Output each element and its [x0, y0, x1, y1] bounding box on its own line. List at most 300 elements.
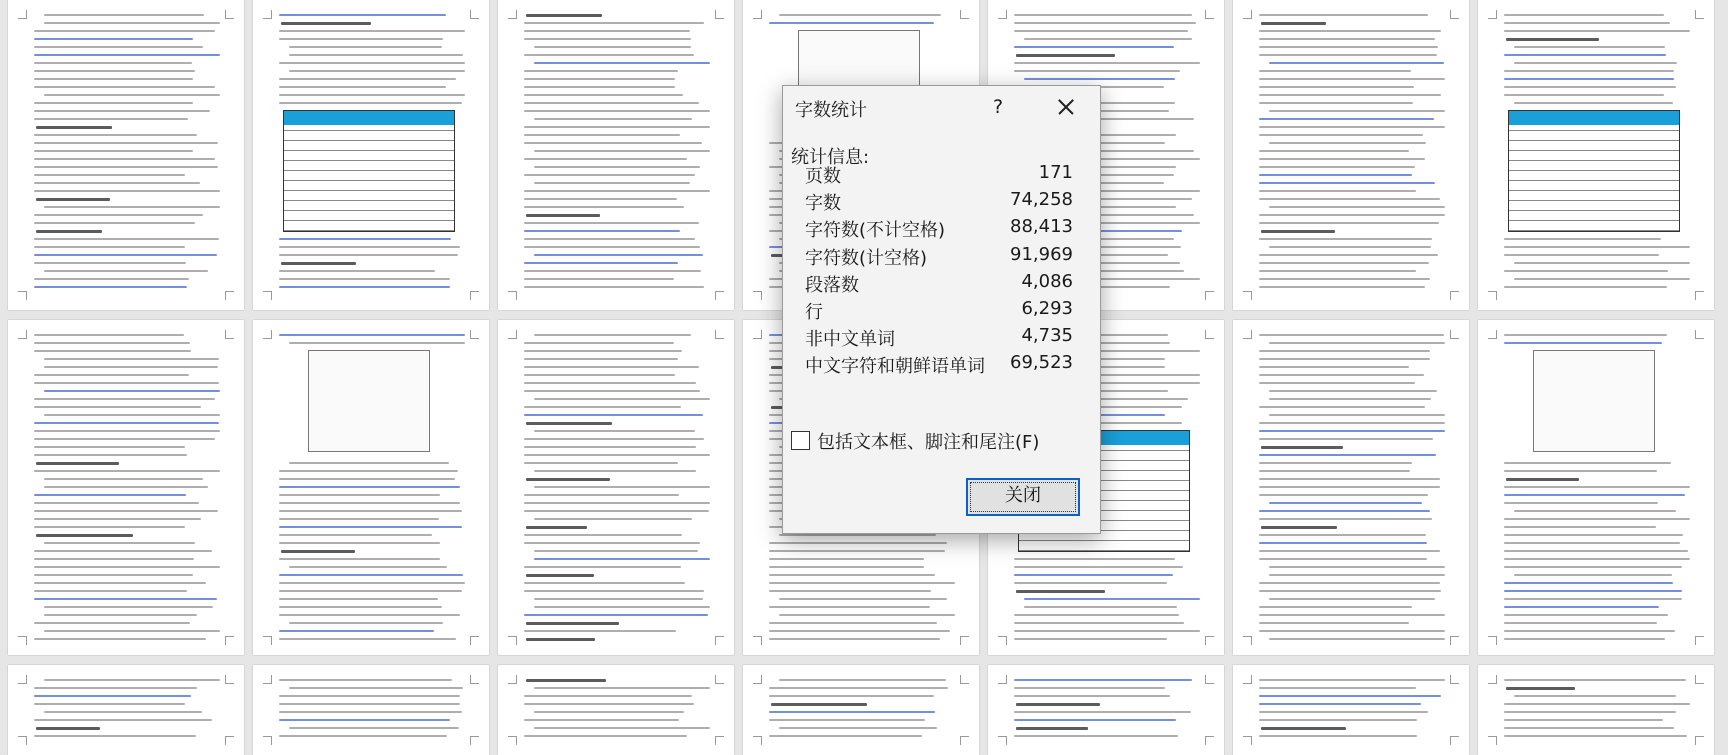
text-line [1504, 679, 1686, 681]
page-corner-mark [470, 736, 479, 745]
text-line [1014, 695, 1170, 697]
text-line [1259, 94, 1441, 96]
text-line [279, 719, 450, 721]
text-line [1504, 638, 1665, 640]
text-line [534, 687, 710, 689]
document-page-thumbnail[interactable] [8, 320, 244, 655]
text-line [34, 382, 219, 384]
text-line [279, 703, 460, 705]
page-corner-mark [1695, 330, 1704, 339]
text-line [1259, 126, 1445, 128]
text-line [1514, 574, 1672, 576]
text-line [524, 86, 675, 88]
text-line [36, 126, 112, 129]
text-line [44, 478, 203, 480]
text-line [1514, 46, 1665, 48]
page-corner-mark [508, 636, 517, 645]
text-line [44, 606, 213, 608]
text-line [279, 518, 439, 520]
text-line [1259, 550, 1440, 552]
text-line [1259, 510, 1430, 512]
page-corner-mark [1243, 736, 1252, 745]
text-line [1504, 727, 1674, 729]
text-line [1259, 222, 1439, 224]
text-line [34, 190, 220, 192]
text-line [279, 695, 460, 697]
text-line [1259, 590, 1441, 592]
page-corner-mark [715, 10, 724, 19]
text-line [769, 574, 935, 576]
document-page-thumbnail[interactable] [1233, 0, 1469, 310]
text-line [34, 182, 200, 184]
close-button[interactable]: 关闭 [966, 478, 1080, 516]
text-line [34, 286, 187, 288]
text-line [1259, 695, 1441, 697]
text-line [524, 110, 710, 112]
document-page-thumbnail[interactable] [988, 665, 1224, 755]
text-line [1504, 566, 1682, 568]
text-line [279, 526, 462, 528]
document-page-thumbnail[interactable] [743, 665, 979, 755]
text-line [534, 518, 692, 520]
include-textboxes-label[interactable]: 包括文本框、脚注和尾注(F) [817, 432, 1040, 453]
page-corner-mark [715, 675, 724, 684]
text-line [279, 78, 456, 80]
document-page-thumbnail[interactable] [1233, 665, 1469, 755]
document-page-thumbnail[interactable] [498, 0, 734, 310]
text-line [1504, 86, 1676, 88]
page-corner-mark [1243, 330, 1252, 339]
checkbox-icon[interactable] [791, 431, 810, 450]
text-line [1504, 270, 1668, 272]
document-page-thumbnail[interactable] [253, 665, 489, 755]
question-mark-icon[interactable]: ? [992, 96, 1004, 118]
text-line [1504, 735, 1687, 737]
page-corner-mark [470, 291, 479, 300]
page-corner-mark [225, 10, 234, 19]
stat-row-words [805, 189, 1085, 215]
text-line [534, 727, 710, 729]
text-line [524, 342, 674, 344]
stat-name: 字符数(不计空格) [805, 220, 946, 241]
text-line [279, 38, 443, 40]
document-page-thumbnail[interactable] [253, 320, 489, 655]
text-line [34, 406, 201, 408]
text-line [1504, 30, 1690, 32]
text-line [279, 735, 447, 737]
stat-value: 69,523 [1010, 352, 1073, 373]
text-line [279, 494, 440, 496]
text-line [779, 14, 941, 16]
text-line [1269, 390, 1437, 392]
text-line [34, 454, 187, 456]
text-line [1259, 158, 1425, 160]
text-line [1259, 150, 1409, 152]
text-line [1259, 286, 1425, 288]
page-corner-mark [18, 330, 27, 339]
text-line [279, 486, 460, 488]
text-line [1269, 598, 1435, 600]
page-corner-mark [508, 675, 517, 684]
page-corner-mark [1488, 636, 1497, 645]
text-line [36, 727, 100, 730]
text-line [1016, 590, 1105, 593]
page-corner-mark [998, 736, 1007, 745]
text-line [1269, 142, 1426, 144]
text-line [44, 22, 220, 24]
text-line [1504, 486, 1690, 488]
text-line [34, 70, 195, 72]
document-page-thumbnail[interactable] [1233, 320, 1469, 655]
text-line [1259, 190, 1416, 192]
page-corner-mark [960, 675, 969, 684]
text-line [44, 614, 197, 616]
stat-value: 171 [1038, 162, 1073, 183]
text-line [1259, 238, 1432, 240]
text-line [1504, 22, 1670, 24]
page-corner-mark [1450, 291, 1459, 300]
text-line [1504, 494, 1685, 496]
text-line [1269, 638, 1445, 640]
text-line [524, 695, 692, 697]
text-line [279, 94, 465, 96]
text-line [779, 679, 946, 681]
text-line [1504, 558, 1690, 560]
text-line [1504, 342, 1662, 344]
text-line [534, 430, 695, 432]
text-line [524, 614, 708, 616]
text-line [1259, 278, 1430, 280]
text-line [1014, 558, 1175, 560]
text-line [281, 22, 371, 25]
text-line [769, 719, 925, 721]
text-line [34, 446, 185, 448]
stat-name: 中文字符和朝鲜语单词 [805, 356, 985, 377]
text-line [1024, 598, 1200, 600]
text-line [44, 94, 220, 96]
text-line [1014, 711, 1191, 713]
page-corner-mark [1450, 10, 1459, 19]
page-corner-mark [715, 291, 724, 300]
text-line [1259, 38, 1435, 40]
text-line [34, 566, 220, 568]
text-line [1024, 38, 1192, 40]
page-corner-mark [1205, 636, 1214, 645]
text-line [1014, 679, 1192, 681]
text-line [289, 70, 465, 72]
text-line [34, 430, 220, 432]
text-line [34, 262, 186, 264]
text-line [524, 446, 696, 448]
document-page-thumbnail[interactable] [1478, 320, 1714, 655]
text-line [1014, 62, 1200, 64]
document-table [283, 110, 455, 232]
text-line [1259, 270, 1416, 272]
page-corner-mark [508, 291, 517, 300]
text-line [769, 687, 948, 689]
text-line [34, 102, 193, 104]
text-line [534, 470, 696, 472]
text-line [1016, 703, 1100, 706]
text-line [769, 606, 930, 608]
text-line [1504, 703, 1690, 705]
text-line [279, 278, 450, 280]
page-corner-mark [1205, 675, 1214, 684]
text-line [44, 630, 220, 632]
text-line [526, 679, 606, 682]
text-line [524, 142, 702, 144]
text-line [1504, 622, 1657, 624]
document-page-thumbnail[interactable] [1478, 0, 1714, 310]
stat-name: 页数 [805, 166, 841, 187]
text-line [534, 166, 700, 168]
text-line [1014, 614, 1179, 616]
text-line [1259, 198, 1440, 200]
text-line [34, 719, 212, 721]
text-line [769, 558, 924, 560]
text-line [524, 462, 678, 464]
stat-row-paragraphs [805, 271, 1085, 297]
document-page-thumbnail[interactable] [498, 665, 734, 755]
page-corner-mark [263, 291, 272, 300]
text-line [1261, 230, 1335, 233]
text-line [534, 118, 692, 120]
text-line [34, 54, 220, 56]
close-icon[interactable] [1049, 92, 1083, 122]
text-line [34, 150, 193, 152]
text-line [769, 22, 934, 24]
page-corner-mark [1243, 291, 1252, 300]
text-line [771, 703, 867, 706]
text-line [34, 526, 185, 528]
text-line [769, 566, 924, 568]
text-line [289, 727, 459, 729]
text-line [1259, 518, 1432, 520]
text-line [1014, 70, 1180, 72]
text-line [534, 550, 698, 552]
text-line [34, 590, 187, 592]
text-line [34, 30, 215, 32]
text-line [779, 534, 936, 536]
text-line [524, 454, 710, 456]
text-line [1259, 630, 1445, 632]
page-corner-mark [1205, 330, 1214, 339]
text-line [1504, 606, 1659, 608]
text-line [34, 502, 199, 504]
text-line [44, 390, 220, 392]
text-line [779, 727, 937, 729]
stat-name: 行 [805, 302, 823, 323]
text-line [1504, 78, 1674, 80]
page-corner-mark [998, 10, 1007, 19]
page-corner-mark [1450, 330, 1459, 339]
text-line [524, 366, 699, 368]
text-line [1024, 606, 1177, 608]
text-line [1506, 687, 1575, 690]
page-corner-mark [1205, 291, 1214, 300]
text-line [1259, 486, 1440, 488]
page-corner-mark [225, 675, 234, 684]
text-line [1504, 582, 1673, 584]
document-page-thumbnail[interactable] [8, 0, 244, 310]
text-line [289, 566, 447, 568]
text-line [1269, 246, 1431, 248]
text-line [34, 470, 220, 472]
text-line [1514, 695, 1676, 697]
text-line [34, 86, 215, 88]
text-line [534, 150, 710, 152]
page-corner-mark [263, 10, 272, 19]
text-line [34, 246, 185, 248]
text-line [279, 254, 458, 256]
page-corner-mark [508, 736, 517, 745]
text-line [44, 679, 220, 681]
text-line [1259, 334, 1444, 336]
page-corner-mark [18, 636, 27, 645]
page-corner-mark [1243, 675, 1252, 684]
text-line [279, 630, 434, 632]
text-line [524, 502, 710, 504]
text-line [1504, 334, 1667, 336]
text-line [524, 735, 687, 737]
text-line [1259, 366, 1409, 368]
text-line [1259, 470, 1410, 472]
text-line [1259, 687, 1416, 689]
text-line [1014, 630, 1200, 632]
text-line [36, 534, 133, 537]
text-line [1259, 582, 1440, 584]
text-line [1504, 598, 1682, 600]
text-line [1014, 638, 1167, 640]
text-line [1504, 286, 1667, 288]
page-corner-mark [1205, 736, 1214, 745]
text-line [34, 510, 218, 512]
text-line [1269, 110, 1445, 112]
text-line [534, 598, 703, 600]
text-line [289, 687, 463, 689]
text-line [769, 542, 947, 544]
text-line [1259, 478, 1440, 480]
text-line [34, 558, 194, 560]
text-line [524, 358, 678, 360]
text-line [779, 614, 955, 616]
text-line [1259, 46, 1438, 48]
text-line [44, 270, 208, 272]
text-line [1504, 502, 1658, 504]
page-corner-mark [1450, 636, 1459, 645]
text-line [1504, 254, 1659, 256]
text-line [1259, 358, 1430, 360]
text-line [1259, 30, 1441, 32]
stats-heading: 统计信息: [791, 147, 870, 168]
text-line [1261, 22, 1326, 25]
page-corner-mark [263, 636, 272, 645]
document-page-thumbnail[interactable] [8, 665, 244, 755]
text-line [524, 630, 676, 632]
text-line [1259, 703, 1421, 705]
page-corner-mark [753, 675, 762, 684]
text-line [1259, 406, 1425, 408]
stat-name: 字符数(计空格) [805, 248, 928, 269]
page-corner-mark [1695, 636, 1704, 645]
text-line [1504, 526, 1656, 528]
text-line [34, 687, 197, 689]
text-line [1504, 590, 1682, 592]
word-count-dialog [782, 85, 1101, 534]
document-page-thumbnail[interactable] [253, 0, 489, 310]
text-line [1259, 622, 1409, 624]
text-line [279, 598, 438, 600]
text-line [1014, 14, 1192, 16]
text-line [279, 558, 440, 560]
page-corner-mark [470, 675, 479, 684]
text-line [524, 94, 683, 96]
text-line [1259, 102, 1413, 104]
text-line [1504, 238, 1661, 240]
text-line [1269, 398, 1431, 400]
document-figure [1533, 350, 1655, 452]
text-line [279, 510, 462, 512]
text-line [1504, 94, 1664, 96]
text-line [279, 86, 446, 88]
text-line [289, 54, 463, 56]
document-page-thumbnail[interactable] [498, 320, 734, 655]
document-page-thumbnail[interactable] [1478, 665, 1714, 755]
text-line [524, 22, 704, 24]
table-header-band [284, 111, 454, 125]
text-line [34, 46, 203, 48]
text-line [34, 422, 219, 424]
text-line [524, 78, 675, 80]
text-line [44, 206, 220, 208]
page-corner-mark [263, 675, 272, 684]
text-line [279, 334, 465, 336]
dialog-titlebar[interactable] [783, 86, 1100, 128]
page-corner-mark [1695, 736, 1704, 745]
text-line [524, 414, 703, 416]
page-corner-mark [753, 330, 762, 339]
page-corner-mark [1695, 291, 1704, 300]
text-line [34, 342, 190, 344]
stat-name: 非中文单词 [805, 329, 895, 350]
text-line [1259, 86, 1414, 88]
text-line [34, 174, 185, 176]
page-corner-mark [753, 10, 762, 19]
page-corner-mark [1695, 10, 1704, 19]
text-line [524, 230, 680, 232]
text-line [44, 358, 219, 360]
text-line [34, 350, 191, 352]
text-line [34, 166, 218, 168]
page-corner-mark [18, 291, 27, 300]
text-line [534, 46, 691, 48]
text-line [526, 422, 612, 425]
text-line [1504, 54, 1666, 56]
text-line [279, 679, 452, 681]
page-corner-mark [960, 10, 969, 19]
stat-row-chars-with-spaces [805, 244, 1085, 270]
text-line [36, 230, 102, 233]
text-line [524, 270, 701, 272]
text-line [769, 695, 934, 697]
text-line [1014, 719, 1176, 721]
text-line [34, 438, 215, 440]
page-corner-mark [470, 636, 479, 645]
text-line [1259, 70, 1411, 72]
text-line [524, 158, 687, 160]
text-line [289, 622, 443, 624]
stat-row-chinese-korean [805, 352, 1085, 378]
